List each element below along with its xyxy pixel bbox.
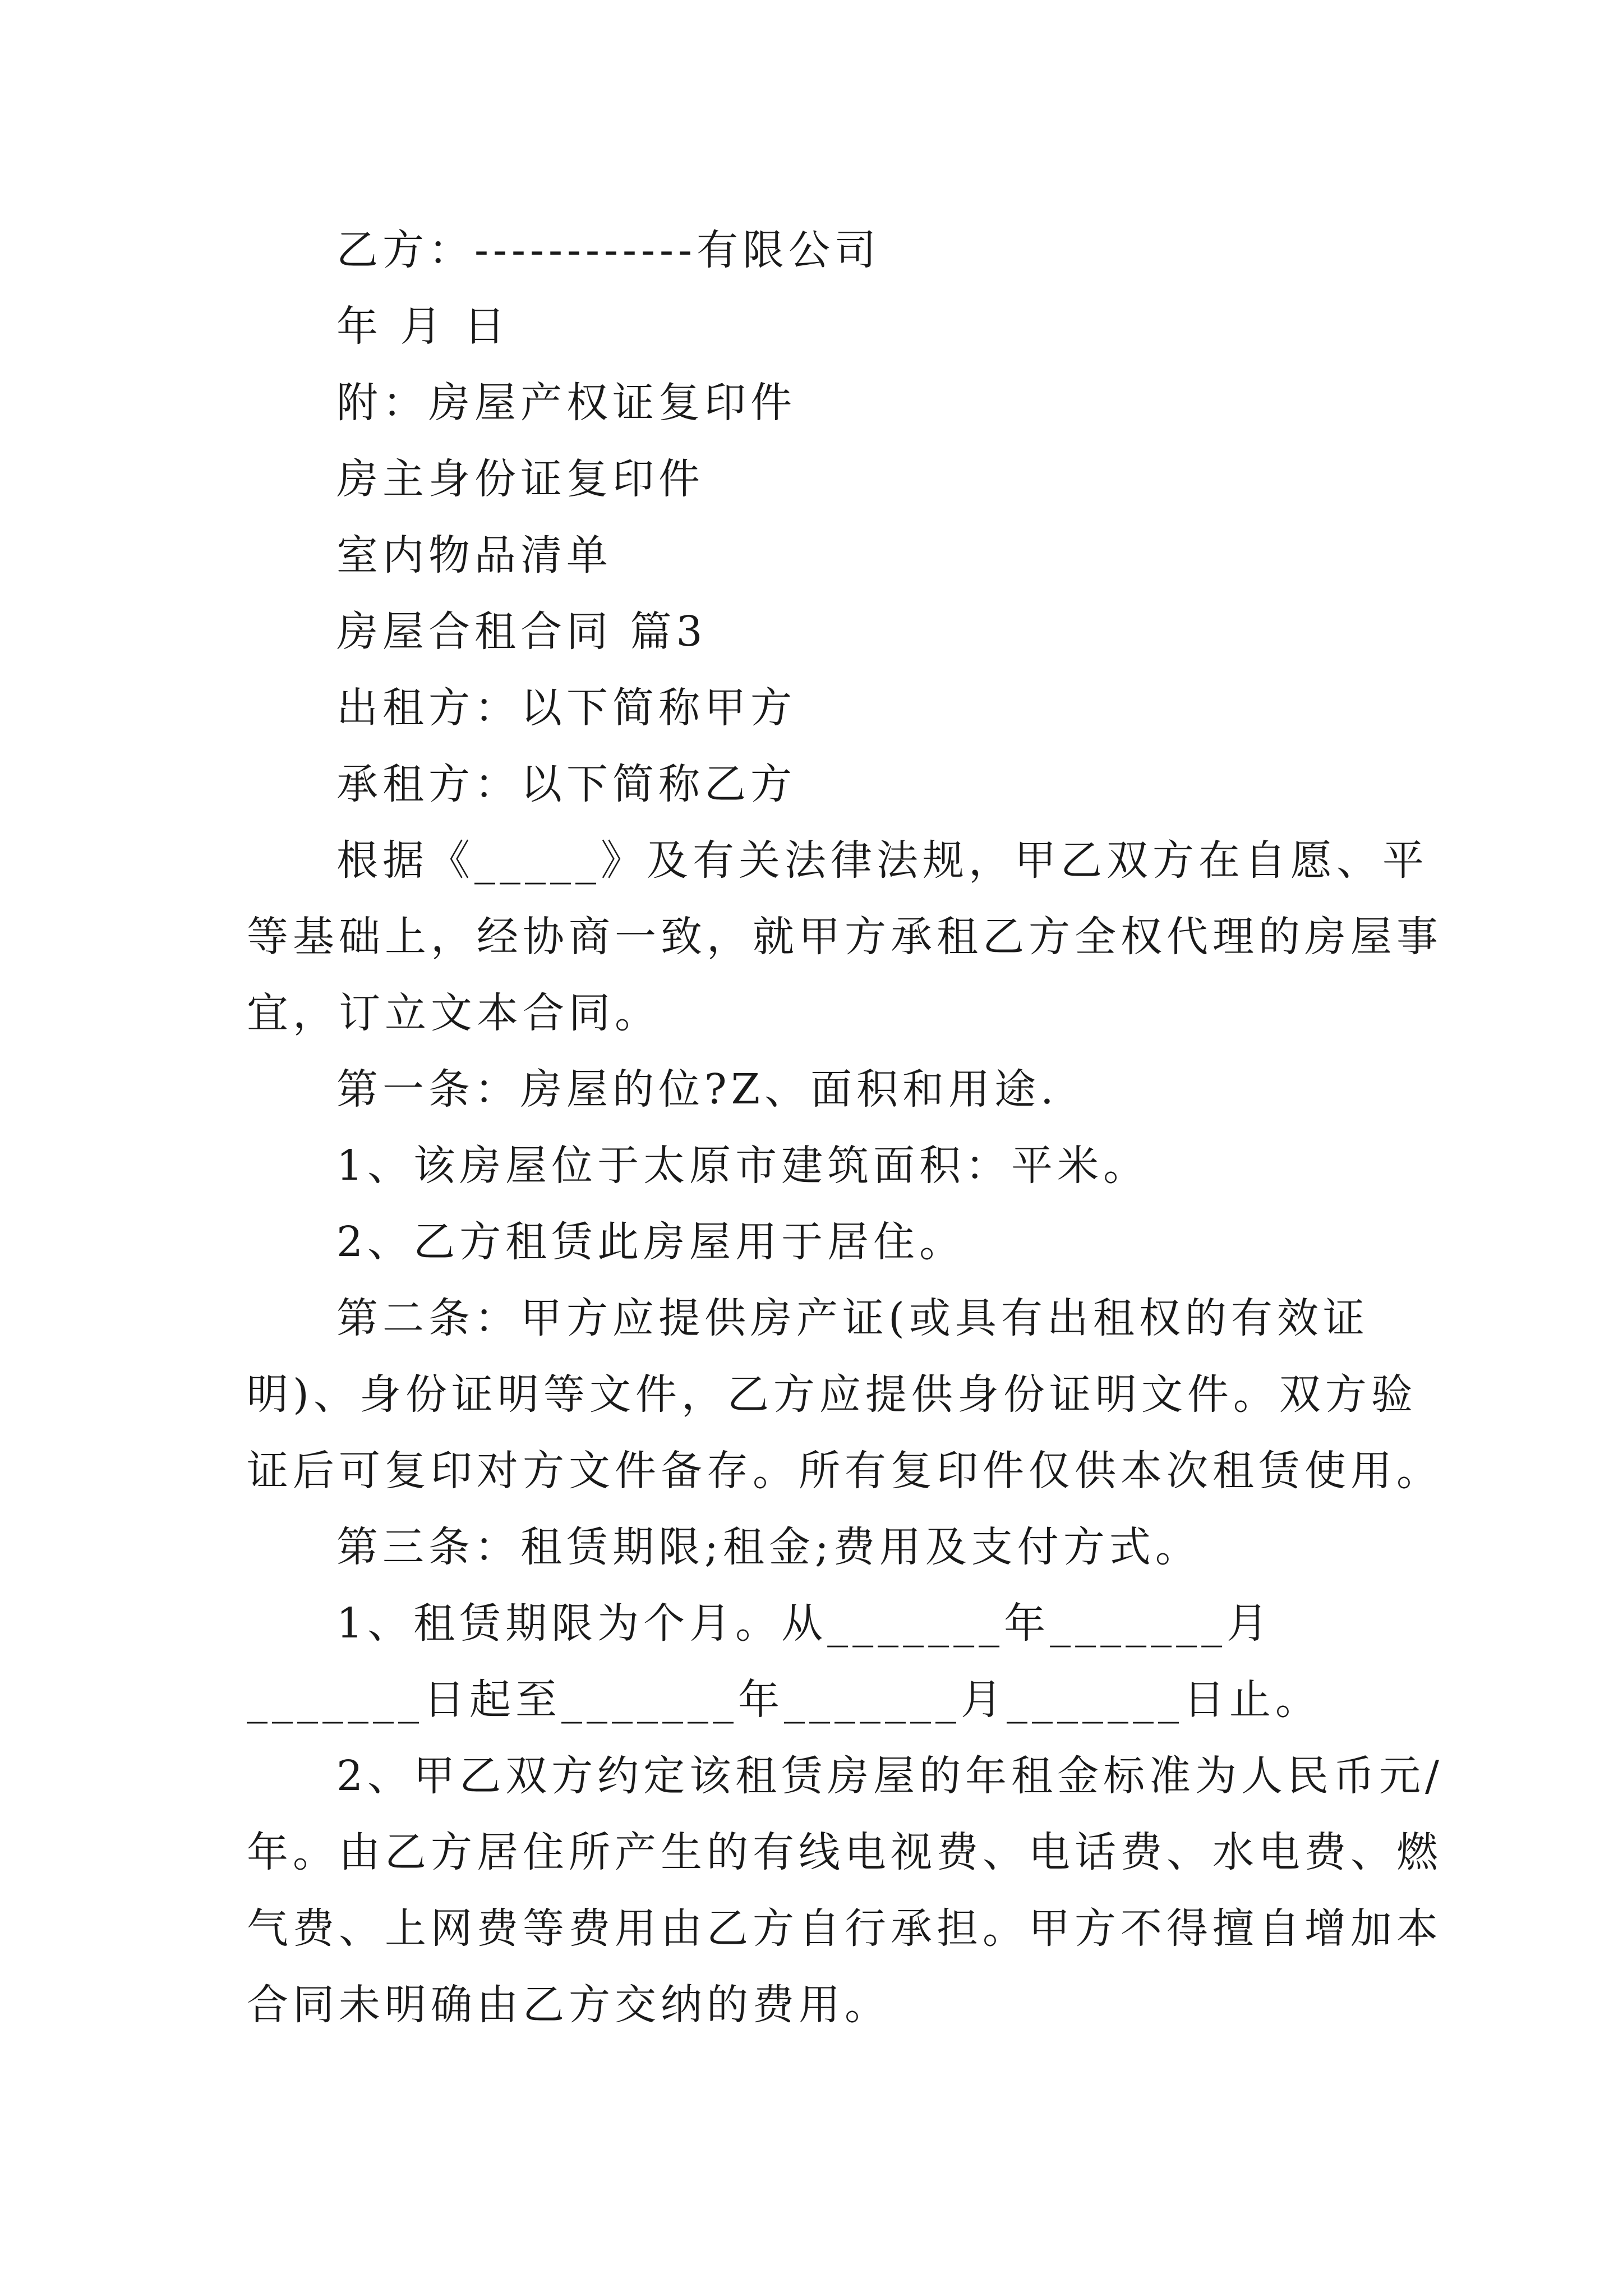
article-3-heading: 第三条：租赁期限;租金;费用及支付方式。 <box>336 1523 1201 1571</box>
article-3-item-2: 2、甲乙双方约定该租赁房屋的年租金标准为人民币元/年。由乙方居住所产生的有线电视费、电话费、水电费、燃气费、上网费等费用由乙方自行承担。甲方不得擅自增加本合同未明确由乙方交纳的费用。 <box>247 1752 1444 2029</box>
preamble-paragraph: 根据《_____》及有关法律法规，甲乙双方在自愿、平等基础上，经协商一致，就甲方承租乙方全权代理的房屋事宜，订立文本合同。 <box>247 836 1442 1037</box>
attachment-inventory-list: 室内物品清单 <box>336 531 612 579</box>
section-title: 房屋合租合同 篇3 <box>336 608 707 656</box>
article-3-item-1: 1、租赁期限为个月。从_______年_______月_______日起至_______年_______月_______日止。 <box>247 1599 1321 1724</box>
lessee-line: 承租方：以下简称乙方 <box>336 760 796 808</box>
lessor-line: 出租方：以下简称甲方 <box>336 684 796 732</box>
party-b-line: 乙方：------------有限公司 <box>336 226 881 274</box>
article-1-heading: 第一条：房屋的位?Z、面积和用途. <box>336 1065 1058 1114</box>
article-1-item-2: 2、乙方租赁此房屋用于居住。 <box>336 1218 966 1266</box>
date-line: 年 月 日 <box>336 302 510 351</box>
attachment-owner-id: 房主身份证复印件 <box>336 455 704 503</box>
attachment-property-certificate: 附：房屋产权证复印件 <box>336 379 796 427</box>
document-body <box>247 212 1447 2043</box>
article-2-paragraph: 第二条：甲方应提供房产证(或具有出租权的有效证明)、身份证明等文件，乙方应提供身份证明文件。双方验证后可复印对方文件备存。所有复印件仅供本次租赁使用。 <box>247 1294 1442 1495</box>
article-1-item-1: 1、该房屋位于太原市建筑面积：平米。 <box>336 1142 1150 1190</box>
